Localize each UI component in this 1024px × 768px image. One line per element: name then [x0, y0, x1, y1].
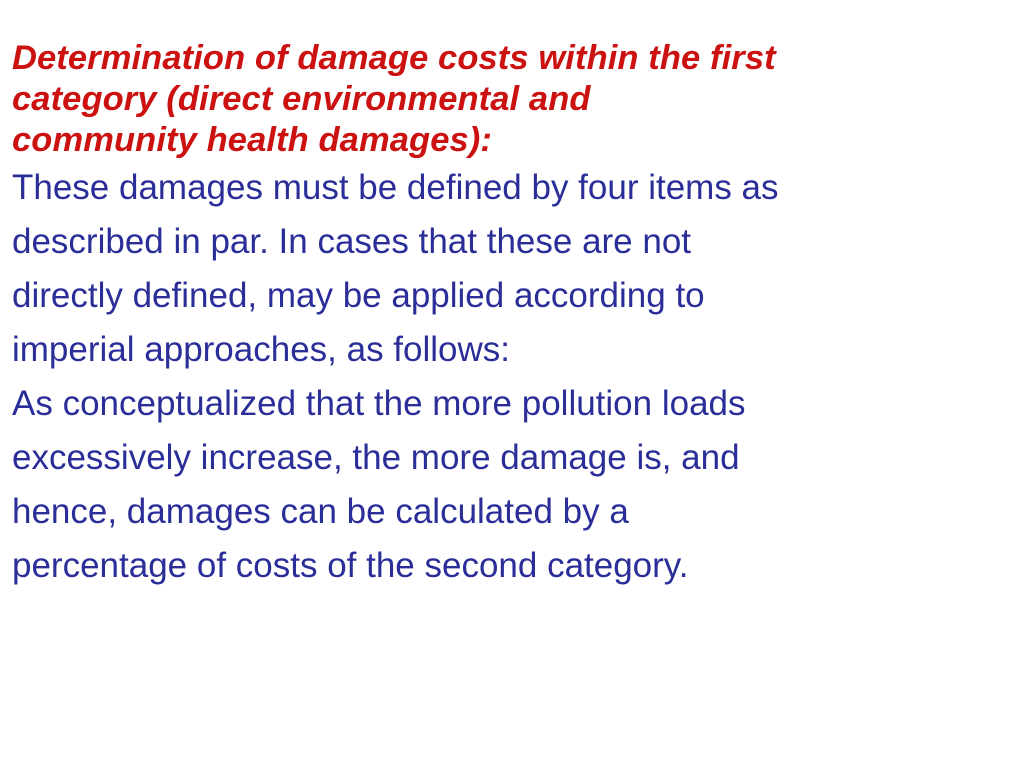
body-line: directly defined, may be applied according to — [12, 276, 705, 315]
paragraph-damages-definition — [12, 161, 1014, 377]
slide-heading — [12, 38, 1014, 161]
heading-line: category (direct environmental and — [12, 80, 591, 118]
heading-line: community health damages): — [12, 121, 492, 159]
body-line: hence, damages can be calculated by a — [12, 492, 629, 531]
paragraph-pollution-loads — [12, 377, 1014, 593]
body-line: described in par. In cases that these are not — [12, 222, 692, 261]
body-line: excessively increase, the more damage is, and — [12, 438, 740, 477]
body-line: percentage of costs of the second category. — [12, 546, 689, 585]
body-line: As conceptualized that the more pollution loads — [12, 384, 746, 423]
heading-line: Determination of damage costs within the first — [12, 39, 776, 77]
body-line: These damages must be defined by four items as — [12, 168, 779, 207]
body-line: imperial approaches, as follows: — [12, 330, 511, 369]
